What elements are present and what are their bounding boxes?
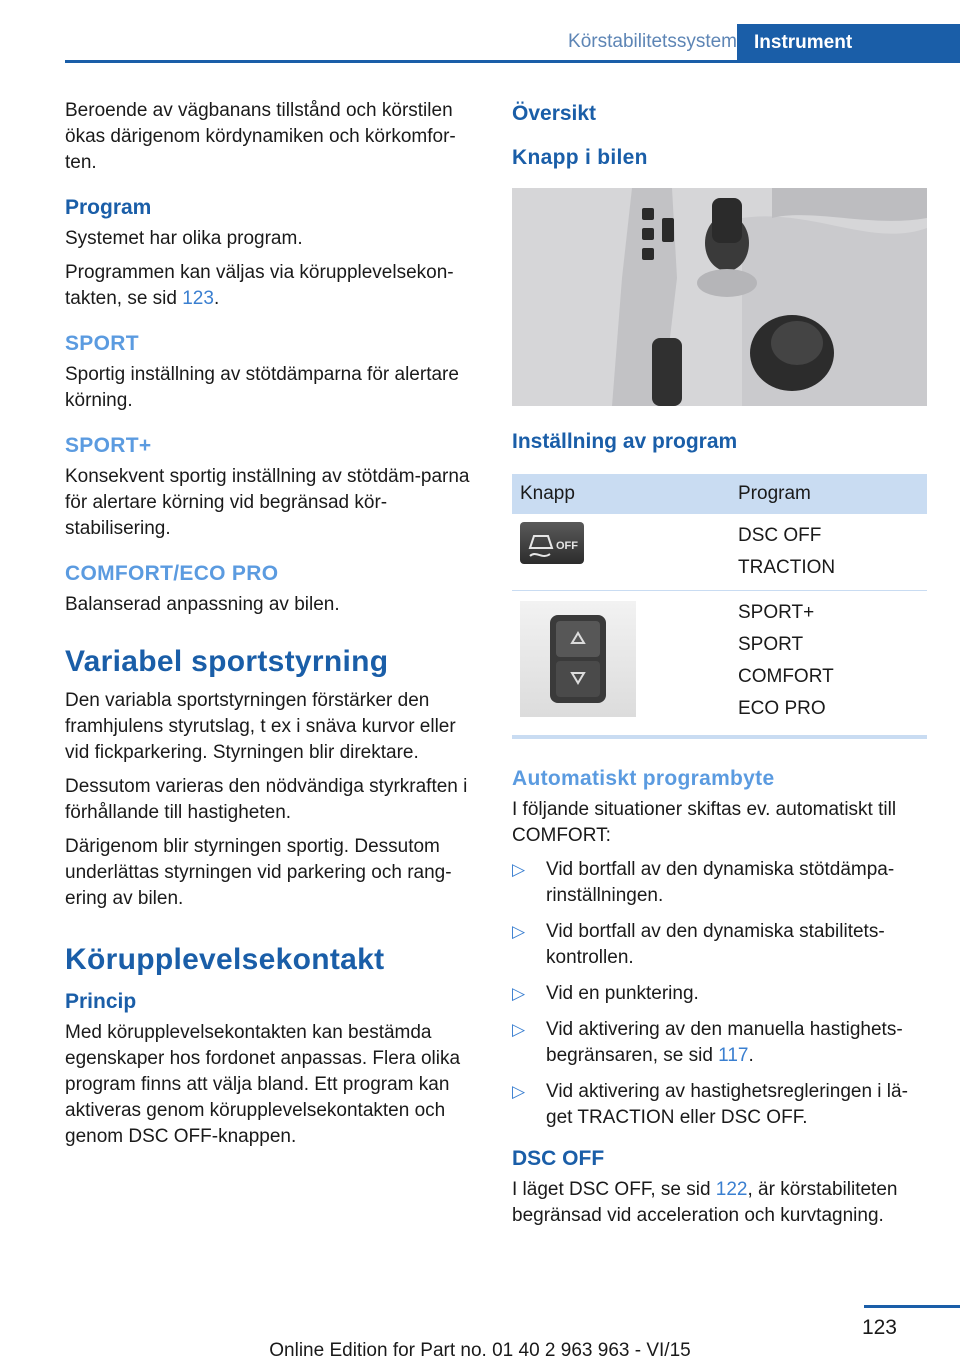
header-chapter-tab: Instrument: [737, 24, 960, 61]
triangle-bullet-icon: ▷: [512, 984, 526, 1003]
table-header-knapp: Knapp: [512, 474, 730, 514]
program-comfort: COMFORT: [738, 666, 834, 687]
auto-programbyte-heading: Automatiskt programbyte: [512, 767, 775, 790]
triangle-bullet-icon: ▷: [512, 1020, 526, 1039]
sport-plus-heading: SPORT+: [65, 434, 152, 457]
princip-text: Med körupplevelsekontakten kan bestämda egenskaper hos fordonet anpassas. Flera olika program finns att välja bland. Ett program kan aktiveras genom körupplevelsekontakten och genom DSC OFF-knappen.: [65, 1022, 461, 1147]
comfort-text: Balanserad anpassning av bilen.: [65, 594, 340, 615]
row2-programs: [730, 591, 927, 738]
list-item: ▷ Vid bortfall av den dynamiska stabilitets-kontrollen.: [512, 921, 885, 968]
variabel-paragraph-1: Den variabla sportstyrningen förstärker den framhjulens styrutslag, t ex i snäva kurvor eller vid fickparkering. Styrningen blir direktare.: [65, 690, 456, 763]
list-item: ▷ Vid aktivering av hastighetsregleringen i lä-get TRACTION eller DSC OFF.: [512, 1081, 908, 1128]
program-text: Programmen kan väljas via körupplevelsekon-takten, se sid: [65, 262, 454, 309]
comfort-heading: COMFORT/ECO PRO: [65, 562, 279, 585]
installning-heading: Inställning av program: [512, 430, 738, 453]
dsc-off-heading: DSC OFF: [512, 1147, 605, 1170]
right-column: [512, 98, 927, 1237]
page-link-123[interactable]: 123: [182, 288, 214, 309]
page-link-122[interactable]: 122: [715, 1179, 748, 1200]
list-item: ▷ Vid en punktering.: [512, 981, 927, 1007]
variabel-heading: Variabel sportstyrning: [65, 645, 389, 678]
auto-intro: I följande situationer skiftas ev. automatiskt till COMFORT:: [512, 799, 897, 846]
sport-plus-text: Konsekvent sportig inställning av stötdäm-parna för alertare körning vid begränsad kör-stabilisering.: [65, 466, 470, 539]
page-number: 123: [861, 1316, 897, 1339]
dsc-off-button-icon: [520, 522, 584, 564]
triangle-bullet-icon: ▷: [512, 860, 526, 879]
program-sport-plus: SPORT+: [738, 602, 815, 623]
auto-bullet-list: [512, 857, 927, 1131]
list-item: ▷ Vid bortfall av den dynamiska stötdämpa-rinställningen.: [512, 859, 895, 906]
triangle-bullet-icon: ▷: [512, 1082, 526, 1101]
edition-line: Online Edition for Part no. 01 40 2 963 963 - VI/15: [269, 1340, 691, 1361]
princip-heading: Princip: [65, 990, 137, 1013]
list-item: ▷ Vid aktivering av den manuella hastighets-begränsaren, se sid 117.: [512, 1019, 903, 1066]
rocker-switch-icon: [520, 601, 636, 717]
dsc-button-label: OFF: [556, 540, 578, 552]
triangle-bullet-icon: ▷: [512, 922, 526, 941]
program-eco-pro: ECO PRO: [738, 698, 826, 719]
header-rule: [65, 60, 960, 63]
table-header-program: Program: [730, 474, 927, 514]
row1-programs: [730, 514, 927, 591]
left-column: [65, 98, 480, 1158]
sport-heading: SPORT: [65, 332, 139, 355]
table-row: [512, 591, 927, 738]
program-sport: SPORT: [738, 634, 804, 655]
header-section-title: Körstabilitetssystem: [494, 24, 737, 60]
dsc-off-text: I läget DSC OFF, se sid 122, är körstabiliteten begränsad vid acceleration och kurvtagning.: [512, 1179, 898, 1226]
center-console-photo: [512, 188, 927, 406]
variabel-paragraph-3: Därigenom blir styrningen sportig. Dessutom underlättas styrningen vid parkering och rang-ering av bilen.: [65, 836, 452, 909]
program-table: [512, 474, 927, 739]
oversikt-heading: Översikt: [512, 102, 597, 125]
program-paragraph-1: Systemet har olika program.: [65, 228, 303, 249]
program-dsc-off: DSC OFF: [738, 525, 822, 546]
program-traction: TRACTION: [738, 557, 836, 578]
sport-text: Sportig inställning av stötdämparna för alertare körning.: [65, 364, 459, 411]
korupplevelse-heading: Körupplevelsekontakt: [65, 943, 385, 976]
program-heading: Program: [65, 196, 152, 219]
page-link-117[interactable]: 117: [718, 1045, 749, 1066]
dsc-off-button-cell: [512, 514, 730, 591]
intro-paragraph: Beroende av vägbanans tillstånd och körstilen ökas därigenom kördynamiken och körkomfor-ten.: [65, 100, 456, 173]
table-row: [512, 514, 927, 591]
variabel-paragraph-2: Dessutom varieras den nödvändiga styrkraften i förhållande till hastigheten.: [65, 776, 468, 823]
rocker-button-cell: [512, 591, 730, 738]
footer-rule: [864, 1305, 960, 1308]
knapp-i-bilen-heading: Knapp i bilen: [512, 146, 648, 169]
program-paragraph-2: Programmen kan väljas via körupplevelsekon-takten, se sid 123.: [65, 262, 454, 309]
